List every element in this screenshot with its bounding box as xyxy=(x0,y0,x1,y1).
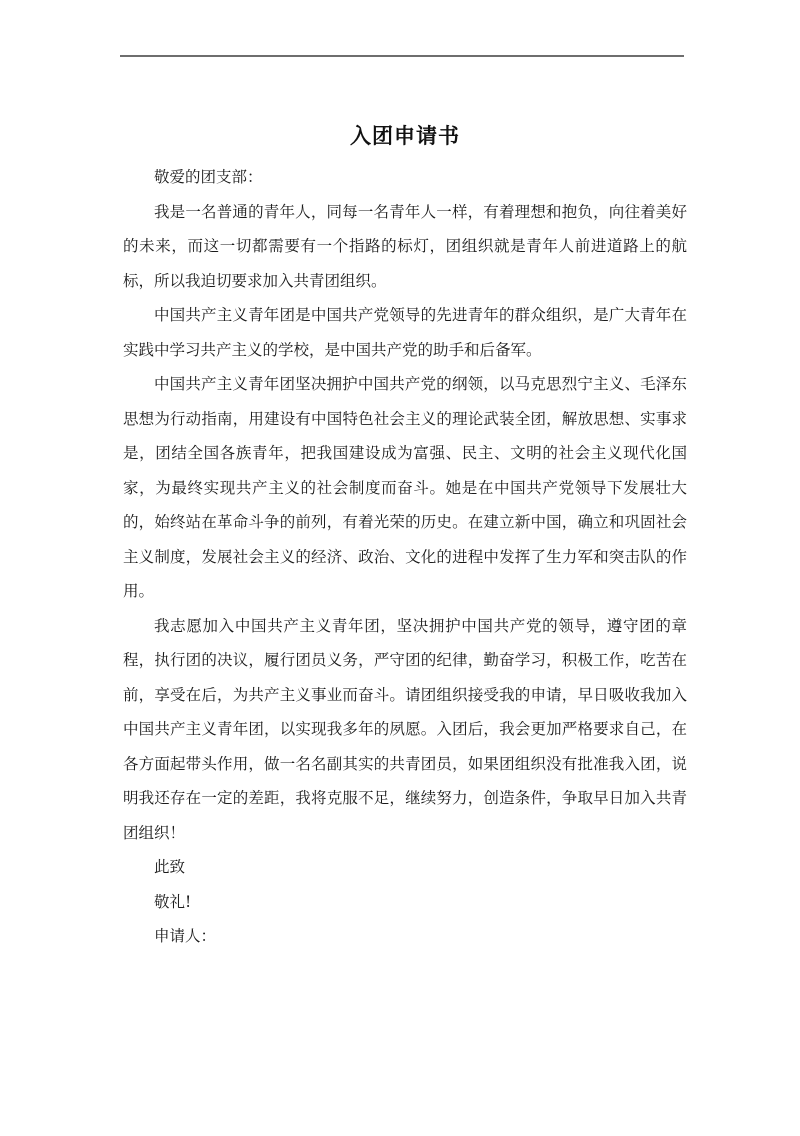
header-rule xyxy=(120,55,684,57)
paragraph-4: 我志愿加入中国共产主义青年团，坚决拥护中国共产党的领导，遵守团的章程，执行团的决议，履行团员义务，严守团的纪律，勤奋学习，积极工作，吃苦在前，享受在后，为共产主义事业而奋斗。请团组织接受我的申请，早日吸收我加入中国共产主义青年团，以实现我多年的夙愿。入团后，我会更加严格要求自己，在各方面起带头作用，做一名名副其实的共青团员，如果团组织没有批准我入团，说明我还存在一定的差距，我将克服不足，继续努力，创造条件，争取早日加入共青团组织！ xyxy=(123,616,687,842)
signature-label: 申请人： xyxy=(154,927,217,945)
closing-line-1: 此致 xyxy=(154,858,186,876)
paragraph-2: 中国共产主义青年团是中国共产党领导的先进青年的群众组织，是广大青年在实践中学习共产主义的学校，是中国共产党的助手和后备军。 xyxy=(123,306,687,359)
document-title: 入团申请书 xyxy=(350,123,460,148)
closing-block xyxy=(123,850,687,954)
document-body xyxy=(123,118,687,954)
paragraph-1: 我是一名普通的青年人，同每一名青年人一样，有着理想和抱负，向往着美好的未来，而这一切都需要有一个指路的标灯，团组织就是青年人前进道路上的航标，所以我迫切要求加入共青团组织。 xyxy=(123,202,687,290)
closing-line-2: 敬礼! xyxy=(154,892,192,911)
paragraph-3: 中国共产主义青年团坚决拥护中国共产党的纲领，以马克思烈宁主义、毛泽东思想为行动指南，用建设有中国特色社会主义的理论武装全团，解放思想、实事求是，团结全国各族青年，把我国建设成为富强、民主、文明的社会主义现代化国家，为最终实现共产主义的社会制度而奋斗。她是在中国共产党领导下发展壮大的，始终站在革命斗争的前列，有着光荣的历史。在建立新中国，确立和巩固社会主义制度，发展社会主义的经济、政治、文化的进程中发挥了生力军和突击队的作用。 xyxy=(123,375,687,600)
salutation: 敬爱的团支部： xyxy=(154,168,263,186)
